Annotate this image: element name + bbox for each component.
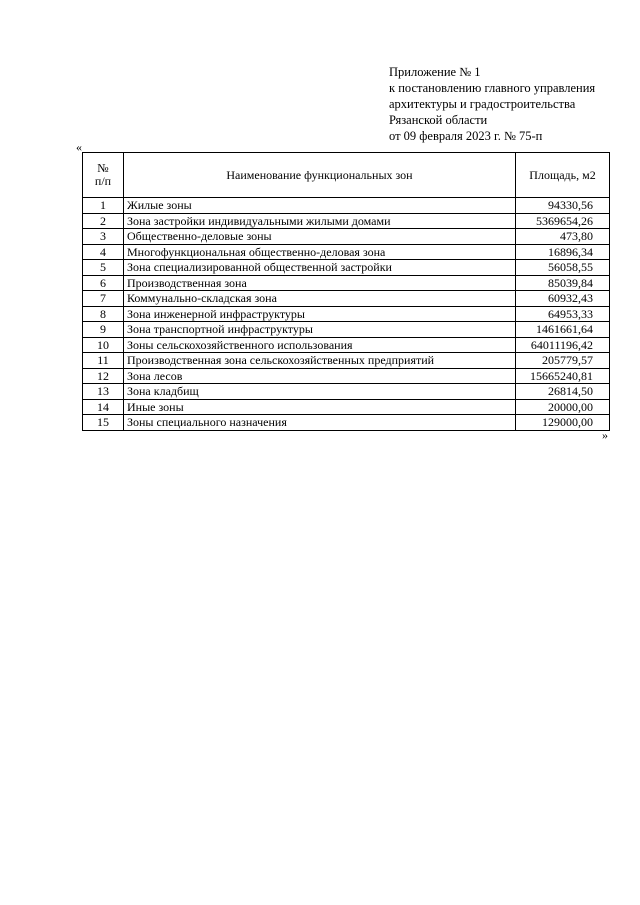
zone-name: Зона специализированной общественной застройки [124, 260, 516, 276]
zone-area: 5369654,26 [516, 213, 610, 229]
table-row [83, 306, 610, 322]
zone-area: 94330,56 [516, 198, 610, 214]
appendix-header [389, 64, 629, 144]
row-number: 1 [83, 198, 124, 214]
row-number: 15 [83, 415, 124, 431]
row-number: 3 [83, 229, 124, 245]
row-number: 7 [83, 291, 124, 307]
zone-name: Иные зоны [124, 399, 516, 415]
appendix-line-3: архитектуры и градостроительства [389, 97, 576, 111]
zone-area: 64011196,42 [516, 337, 610, 353]
zone-name: Зона застройки индивидуальными жилыми домами [124, 213, 516, 229]
table-row [83, 415, 610, 431]
zone-area: 60932,43 [516, 291, 610, 307]
zone-area: 56058,55 [516, 260, 610, 276]
zone-name: Производственная зона [124, 275, 516, 291]
table-row [83, 213, 610, 229]
row-number: 8 [83, 306, 124, 322]
zone-area: 473,80 [516, 229, 610, 245]
zone-name: Зона транспортной инфраструктуры [124, 322, 516, 338]
zone-name: Производственная зона сельскохозяйственных предприятий [124, 353, 516, 369]
row-number: 2 [83, 213, 124, 229]
zone-name: Зона кладбищ [124, 384, 516, 400]
row-number: 4 [83, 244, 124, 260]
zone-area: 1461661,64 [516, 322, 610, 338]
table-header-row [83, 153, 610, 198]
appendix-line-1: Приложение № 1 [389, 65, 481, 79]
table-row [83, 368, 610, 384]
zone-area: 129000,00 [516, 415, 610, 431]
table-row [83, 229, 610, 245]
zone-area: 15665240,81 [516, 368, 610, 384]
row-number: 14 [83, 399, 124, 415]
zone-name: Общественно-деловые зоны [124, 229, 516, 245]
row-number: 10 [83, 337, 124, 353]
row-number: 6 [83, 275, 124, 291]
zone-area: 205779,57 [516, 353, 610, 369]
table-row [83, 291, 610, 307]
zone-name: Зона инженерной инфраструктуры [124, 306, 516, 322]
row-number: 9 [83, 322, 124, 338]
opening-quote: « [76, 140, 82, 154]
zone-area: 85039,84 [516, 275, 610, 291]
zone-area: 64953,33 [516, 306, 610, 322]
zone-name: Зоны специального назначения [124, 415, 516, 431]
row-number: 11 [83, 353, 124, 369]
zones-table [82, 152, 610, 431]
zone-area: 20000,00 [516, 399, 610, 415]
table-row [83, 260, 610, 276]
table-row [83, 322, 610, 338]
header-num [83, 153, 124, 198]
row-number: 5 [83, 260, 124, 276]
header-num-line2: п/п [94, 174, 112, 188]
table-row [83, 198, 610, 214]
zone-area: 16896,34 [516, 244, 610, 260]
table-row [83, 384, 610, 400]
zone-name: Коммунально-складская зона [124, 291, 516, 307]
closing-quote: » [602, 428, 608, 442]
row-number: 13 [83, 384, 124, 400]
zone-name: Зоны сельскохозяйственного использования [124, 337, 516, 353]
appendix-line-4: Рязанской области [389, 113, 488, 127]
zone-name: Зона лесов [124, 368, 516, 384]
zone-area: 26814,50 [516, 384, 610, 400]
table-row [83, 275, 610, 291]
zone-name: Жилые зоны [124, 198, 516, 214]
table-row [83, 399, 610, 415]
row-number: 12 [83, 368, 124, 384]
header-num-line1: № [97, 161, 109, 175]
table-row [83, 353, 610, 369]
table-row [83, 337, 610, 353]
zone-name: Многофункциональная общественно-деловая зона [124, 244, 516, 260]
header-area: Площадь, м2 [516, 153, 610, 198]
appendix-line-5: от 09 февраля 2023 г. № 75-п [389, 129, 543, 143]
appendix-line-2: к постановлению главного управления [389, 81, 596, 95]
header-name: Наименование функциональных зон [124, 153, 516, 198]
table-row [83, 244, 610, 260]
